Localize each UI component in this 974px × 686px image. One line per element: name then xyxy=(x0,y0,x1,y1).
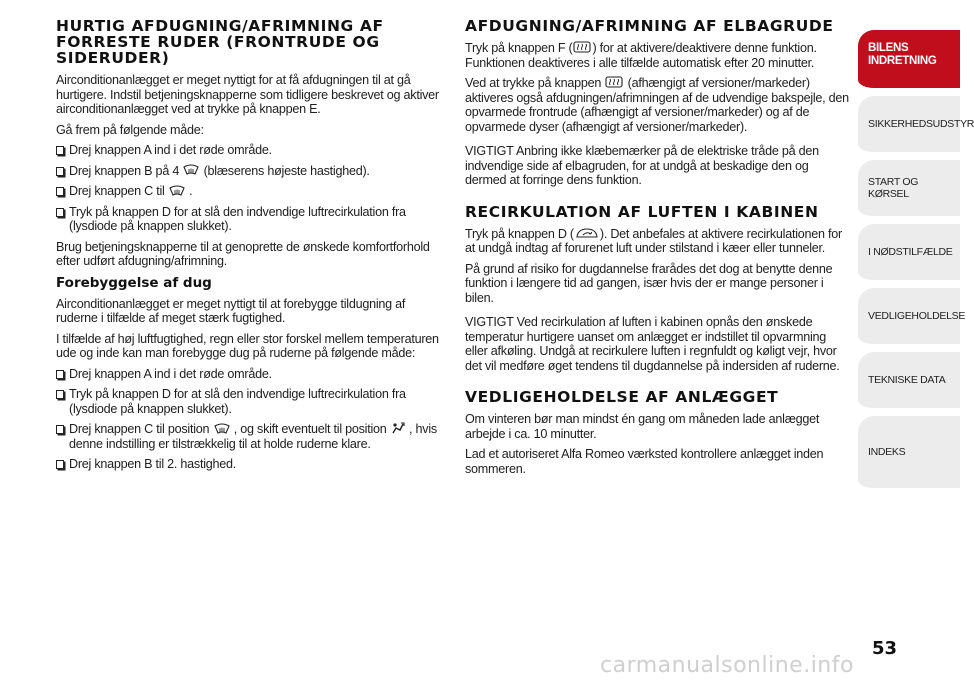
foot-windscreen-icon xyxy=(391,421,405,435)
warning-paragraph: VIGTIGT Ved recirkulation af luften i kabinen opnås den ønskede temperatur hurtigere uanset om anlægget er indstillet til opvarmning eller afkøling. Undgå at recirkulere luften i regnfuldt og køligt vejr, hvor det vil medføre øget tendens til dugdannelse på indersiden af ruderne. xyxy=(465,315,840,373)
chapter-sidebar xyxy=(858,30,974,496)
tab-sikkerhedsudstyr[interactable]: SIKKERHEDSUDSTYR xyxy=(858,96,960,160)
paragraph: Tryk på knappen F ( ) for at aktivere/deaktivere denne funktion. Funktionen deaktiveres i alle tilfælde automatisk efter 20 minutter. xyxy=(465,41,817,70)
page-number: 53 xyxy=(872,638,898,659)
checkbox-bullet-icon xyxy=(56,370,64,379)
list-item: Drej knappen B på 4 (blæserens højeste hastighed). xyxy=(56,164,440,179)
checkbox-bullet-icon xyxy=(56,425,64,434)
list-item: Drej knappen A ind i det røde område. xyxy=(56,143,440,158)
section-title-quick-defrost: HURTIG AFDUGNING/AFRIMNING AF FORRESTE RUDER (FRONTRUDE OG SIDERUDER) xyxy=(56,17,384,67)
list-item: Drej knappen B til 2. hastighed. xyxy=(56,457,440,472)
windscreen-defrost-icon xyxy=(183,163,199,176)
recirculation-icon xyxy=(575,227,599,239)
section-title-rear-defrost: AFDUGNING/AFRIMNING AF ELBAGRUDE xyxy=(465,17,834,35)
section-title-maintenance: VEDLIGEHOLDELSE AF ANLÆGGET xyxy=(465,388,779,406)
paragraph: Tryk på knappen D ( ). Det anbefales at aktivere recirkulationen for at undgå indtag af forurenet luft under stilstand i kæer eller tunneler. xyxy=(465,226,842,255)
paragraph: Gå frem på følgende måde: xyxy=(56,122,204,137)
checkbox-bullet-icon xyxy=(56,460,64,469)
paragraph: I tilfælde af høj luftfugtighed, regn eller stor forskel mellem temperaturen ude og inde kan man forebygge dug på ruderne på følgende måde: xyxy=(56,331,439,360)
tab-i-nodstilfaelde[interactable]: I NØDSTILFÆLDE xyxy=(858,224,960,288)
paragraph: Brug betjeningsknapperne til at genoprette de ønskede komfortforhold efter udført afdugning/afrimning. xyxy=(56,239,430,268)
watermark: carmanualsonline.info xyxy=(600,653,854,678)
paragraph: På grund af risiko for dugdannelse frarådes det dog at benytte denne funktion i længere tid ad gangen, især hvis der er mange personer i bilen. xyxy=(465,261,833,305)
paragraph: Lad et autoriseret Alfa Romeo værksted kontrollere anlægget inden sommeren. xyxy=(465,447,824,476)
list-item: Drej knappen A ind i det røde område. xyxy=(56,367,440,382)
tab-bilens-indretning[interactable]: BILENS INDRETNING xyxy=(858,30,960,96)
paragraph: Airconditionanlægget er meget nyttigt for at få afdugningen til at gå hurtigere. Indstil betjeningsknapperne som tidligere beskrevet og aktiver airconditionanlægget ved at trykke på knappen E. xyxy=(56,73,439,116)
paragraph: Ved at trykke på knappen (afhængigt af versioner/markeder) aktiveres også afdugningen/afrimningen af de udvendige bakspejle, den opvarmede frontrude (afhængigt af versioner/markeder) og af de opvarmede dyser (afhængigt af versioner/markeder). xyxy=(465,76,849,134)
subheading-fog-prevention: Forebyggelse af dug xyxy=(56,274,212,291)
checkbox-bullet-icon xyxy=(56,208,64,217)
list-item: Drej knappen C til . xyxy=(56,184,440,199)
rear-window-defrost-icon xyxy=(605,76,623,88)
checkbox-bullet-icon xyxy=(56,167,64,176)
tab-start-og-korsel[interactable]: START OG KØRSEL xyxy=(858,160,960,224)
rear-window-defrost-icon xyxy=(573,41,591,53)
list-item: Tryk på knappen D for at slå den indvendige luftrecirkulation fra (lysdiode på knappen slukket). xyxy=(56,205,440,234)
windscreen-defrost-icon xyxy=(169,184,185,197)
paragraph: Om vinteren bør man mindst én gang om måneden lade anlægget arbejde i ca. 10 minutter. xyxy=(465,412,820,441)
checkbox-bullet-icon xyxy=(56,187,64,196)
tab-vedligeholdelse[interactable]: VEDLIGEHOLDELSE xyxy=(858,288,960,352)
warning-paragraph: VIGTIGT Anbring ikke klæbemærker på de elektriske tråde på den indvendige side af elbagruden, for at undgå at beskadige den og dermed at forringe dens funktion. xyxy=(465,144,819,187)
tab-indeks[interactable]: INDEKS xyxy=(858,416,960,496)
left-column xyxy=(56,18,440,478)
section-title-recirculation: RECIRKULATION AF LUFTEN I KABINEN xyxy=(465,202,819,221)
checkbox-bullet-icon xyxy=(56,390,64,399)
windscreen-defrost-icon xyxy=(214,422,230,435)
right-column xyxy=(465,18,849,482)
list-item: Drej knappen C til position , og skift eventuelt til position , hvis denne indstilling er tilstrækkelig til at holde ruderne klare. xyxy=(56,422,440,451)
tab-tekniske-data[interactable]: TEKNISKE DATA xyxy=(858,352,960,416)
paragraph: Airconditionanlægget er meget nyttigt til at forebygge tildugning af ruderne i tilfælde af meget stærk fugtighed. xyxy=(56,296,406,325)
checkbox-bullet-icon xyxy=(56,146,64,155)
list-item: Tryk på knappen D for at slå den indvendige luftrecirkulation fra (lysdiode på knappen slukket). xyxy=(56,387,440,416)
